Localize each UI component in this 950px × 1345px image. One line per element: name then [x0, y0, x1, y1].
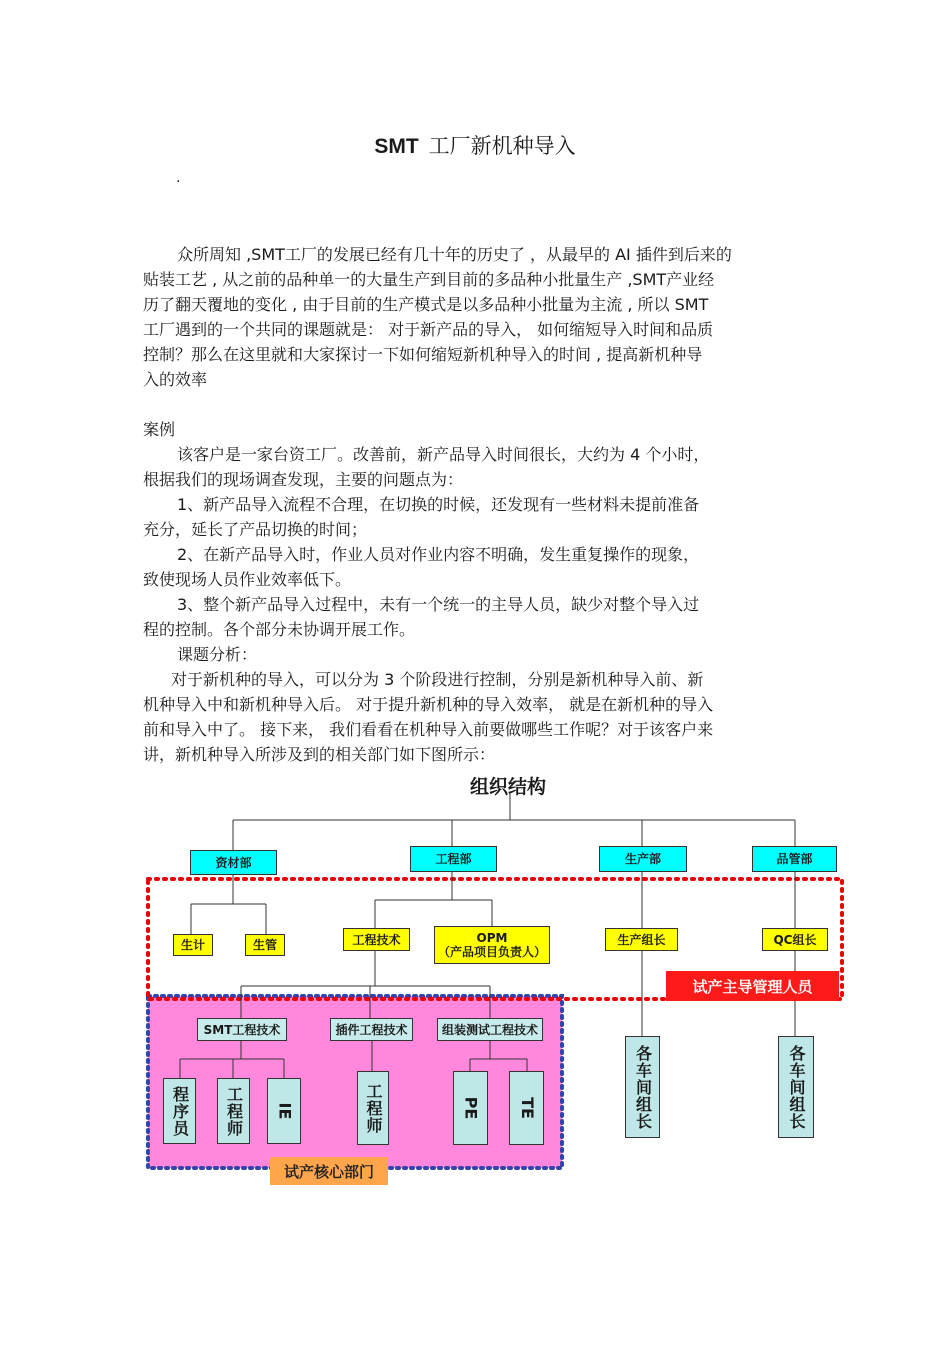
document-title — [0, 130, 950, 160]
workshop-leaders-qc: 各车间组长 — [778, 1036, 814, 1138]
org-chart — [140, 768, 850, 1188]
dept-qa: 品管部 — [752, 846, 837, 872]
intro-line: 入的效率 — [143, 370, 208, 389]
dept-production: 生产部 — [599, 846, 687, 872]
issue-line: 2、在新产品导入时，作业人员对作业内容不明确，发生重复操作的现象， — [177, 545, 700, 564]
case-line: 该客户是一家台资工厂。改善前，新产品导入时间很长，大约为 4 个小时， — [177, 445, 710, 464]
role-programmer: 程序员 — [163, 1078, 196, 1144]
role-pe — [453, 1071, 488, 1145]
group-insert-tech: 插件工程技术 — [330, 1018, 413, 1041]
org-chart-title: 组织结构 — [470, 776, 547, 798]
role-insert-engineer: 工程师 — [357, 1071, 389, 1145]
issue-line: 3、整个新产品导入过程中，未有一个统一的主导人员，缺少对整个导入过 — [177, 595, 700, 614]
analysis-heading: 课题分析： — [177, 645, 258, 664]
group-assembly-test-tech: 组装测试工程技术 — [437, 1018, 543, 1041]
sub-prod-leader: 生产组长 — [605, 928, 678, 951]
intro-line: 历了翻天覆地的变化 , 由于目前的生产模式是以多品种小批量为主流 , 所以 SMT — [143, 295, 709, 314]
analysis-line: 对于新机种的导入，可以分为 3 个阶段进行控制，分别是新机种导入前、新 — [171, 670, 704, 689]
role-pe-label: PE — [461, 1096, 481, 1120]
workshop-leaders-prod: 各车间组长 — [625, 1036, 660, 1138]
sub-eng-tech: 工程技术 — [343, 928, 410, 951]
issue-line: 致使现场人员作业效率低下。 — [143, 570, 352, 589]
role-ie-label: IE — [274, 1102, 294, 1120]
dept-material: 资材部 — [190, 850, 277, 875]
issue-line: 程的控制。各个部分未协调开展工作。 — [143, 620, 416, 639]
analysis-line: 前和导入中了。 接下来， 我们看看在机种导入前要做哪些工作呢？对于该客户来 — [143, 720, 714, 739]
issue-line: 1、新产品导入流程不合理，在切换的时候，还发现有一些材料未提前准备 — [177, 495, 700, 514]
title-rest: 工厂新机种导入 — [428, 134, 576, 158]
role-ie — [267, 1078, 301, 1144]
case-line: 根据我们的现场调查发现，主要的问题点为： — [143, 470, 464, 489]
stray-dot: . — [176, 170, 181, 186]
role-te-label: TE — [517, 1097, 537, 1119]
case-heading: 案例 — [143, 420, 176, 439]
issue-line: 充分，延长了产品切换的时间； — [143, 520, 368, 539]
sub-management: 生管 — [245, 934, 285, 956]
role-te — [509, 1071, 544, 1145]
analysis-line: 机种导入中和新机种导入后。 对于提升新机种的导入效率， 就是在新机种的导入 — [143, 695, 714, 714]
intro-line: 众所周知 ,SMT工厂的发展已经有几十年的历史了 ，从最早的 AI 插件到后来的 — [177, 245, 732, 264]
analysis-line: 讲，新机种导入所涉及到的相关部门如下图所示： — [143, 745, 496, 764]
intro-line: 贴装工艺 , 从之前的品种单一的大量生产到目前的多品种小批量生产 ,SMT产业经 — [143, 270, 715, 289]
role-engineer: 工程师 — [217, 1078, 250, 1144]
sub-opm: OPM （产品项目负责人） — [434, 926, 550, 964]
intro-section — [143, 242, 823, 767]
title-prefix: SMT — [374, 135, 419, 158]
label-trial-core: 试产核心部门 — [270, 1157, 388, 1185]
sub-planning: 生计 — [173, 934, 213, 956]
label-trial-lead: 试产主导管理人员 — [666, 971, 839, 1001]
sub-qc-leader: QC组长 — [762, 928, 828, 951]
intro-line: 控制？那么在这里就和大家探讨一下如何缩短新机种导入的时间 , 提高新机种导 — [143, 345, 703, 364]
intro-line: 工厂遇到的一个共同的课题就是： 对于新产品的导入， 如何缩短导入时间和品质 — [143, 320, 714, 339]
dept-engineering: 工程部 — [410, 846, 497, 872]
group-smt-tech: SMT工程技术 — [197, 1018, 287, 1041]
